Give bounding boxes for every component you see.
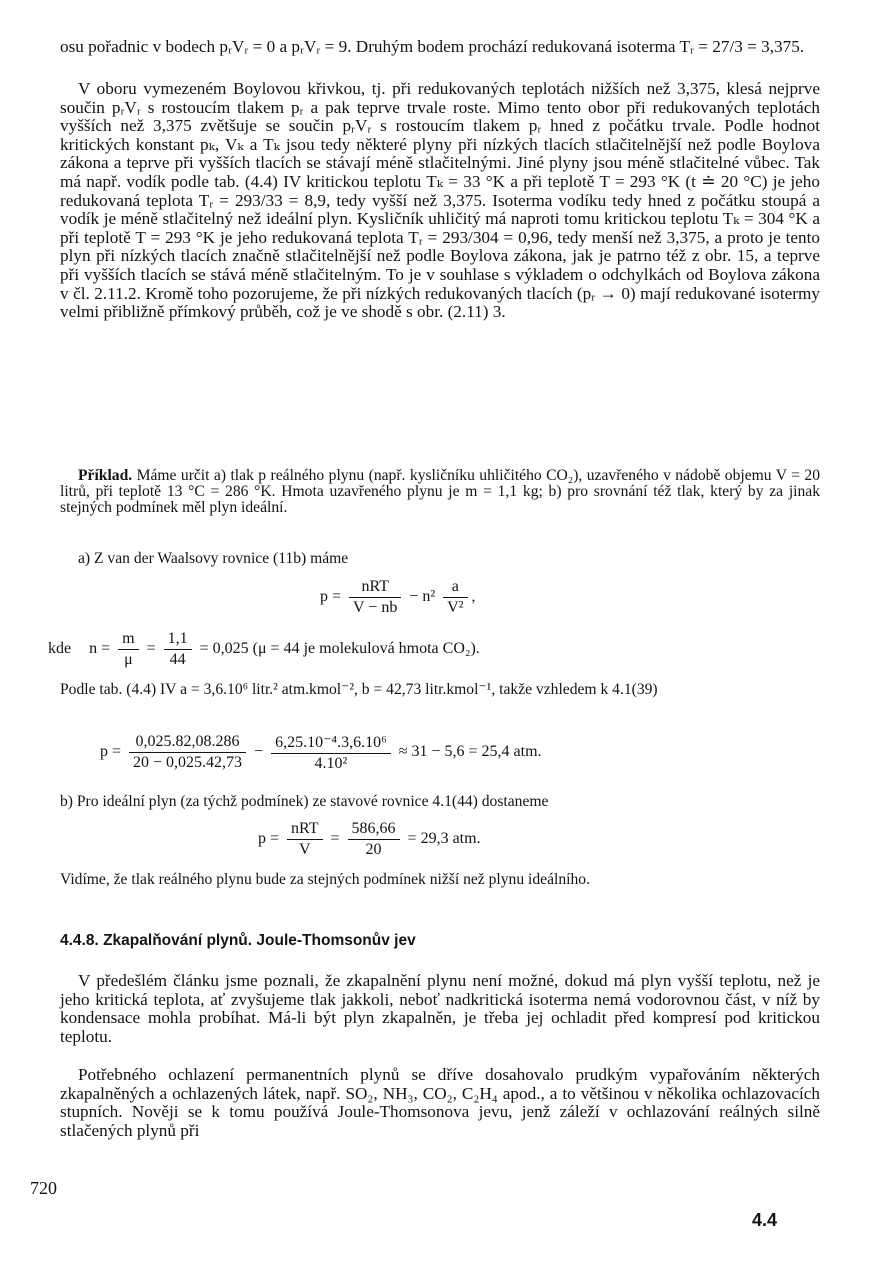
eq4-fraction-2: $\frac{586,66}{20}$ bbox=[348, 820, 400, 859]
boyle-paragraph: V oboru vymezeném Boylovou křivkou, tj. při redukovaných teplotách nižších než 3,375, klesá nejprve součin pᵣVᵣ s rostoucím tlakem pᵣ a pak teprve trvale roste. Mimo tento obor při redukovaných teplotách vyšších než 3,375 zvětšuje se součin pᵣVᵣ s rostoucím tlakem pᵣ hned z počátku trvale. Podle hodnot kritických konstant pₖ, Vₖ a Tₖ jsou tedy některé plyny při nízkých tlacích stlačitelnější než podle Boylova zákona a teprve při vyšších tlacích se stávají méně stlačitelnými. Jiné plyny jsou méně stlačitelné vůbec. Tak má např. vodík podle tab. (4.4) IV kritickou teplotu Tₖ = 33 °K a při teplotě T = 293 °K (t ≐ 20 °C) je jeho redukovaná teplota Tᵣ = 293/33 = 8,9, tedy vyšší než 3,375. Isoterma vodíku tedy hned z počátku stoupá a vodík je méně stlačitelný než ideální plyn. Kysličník uhličitý má naproti tomu kritickou teplotu Tₖ = 304 °K a při teplotě T = 293 °K je jeho redukovaná teplota Tᵣ = 293/304 = 0,96, tedy menší než 3,375, a proto je tento plyn při nízkých tlacích značně stlačitelnější než podle Boylova zákona, jak je patrno též z obr. 15, a teprve při vyšších tlacích se stává méně stlačitelným. To je v souhlase s výkladem o odchylkách od Boylova zákona v čl. 2.11.2. Kromě toho pozorujeme, že při nízkých redukovaných tlacích (pᵣ → 0) mají redukované isotermy velmi přibližně přímkový průběh, což je ve shodě s obr. (2.11) 3. bbox=[60, 79, 820, 322]
eq3-fraction-2: $\frac{\text{6,25.10⁻⁴.3,6.10⁶}}{\text{4.10²}}$ bbox=[271, 732, 391, 773]
eq3-rest: ≈ 31 − 5,6 = 25,4 atm. bbox=[398, 743, 542, 761]
section-paragraph-2: Potřebného ochlazení permanentních plynů se dříve dosahovalo prudkým vypařováním některých zkapalněných a ochlazených látek, např. SO₂, NH₃, CO₂, C₂H₄ apod., a to většinou v několika ochlazovacích stupních. Nověji se k tomu používá Joule-Thomsonova jevu, jenž záleží v ochlazování reálných silně stlačených plynů při bbox=[60, 1065, 820, 1140]
eq2-fraction-1: $\frac{m}{\mu}$ bbox=[118, 630, 138, 669]
example-label: Příklad. bbox=[78, 467, 133, 484]
eq1-fraction-2: $\frac{a}{\text{V²}}$ bbox=[443, 578, 467, 617]
page-number: 720 bbox=[30, 1178, 57, 1198]
equation-real-pressure: p = $\frac{0,025.82,08.286}{20 - 0,025.42,73}$ − $\frac{\text{6,25.10⁻⁴.3,6.10⁶}}{\text{4.10²}}$ ≈ 31 − 5,6 = 25,4 atm. bbox=[100, 733, 542, 772]
eq1-fraction-1: $\frac{\text{nRT}}{V - nb}$ bbox=[349, 578, 401, 617]
eq2-lhs: n = bbox=[89, 640, 111, 658]
eq3-lhs: p = bbox=[100, 743, 122, 761]
eq1-middle: − n² bbox=[409, 588, 436, 606]
conclusion-text: Vidíme, že tlak reálného plynu bude za stejných podmínek nižší než plynu ideálního. bbox=[60, 871, 590, 888]
equation-van-der-waals: p = $\frac{\text{nRT}}{V - nb}$ − n² $\frac{a}{\text{V²}}$ , bbox=[320, 578, 476, 616]
section-number: 4.4 bbox=[751, 1210, 777, 1230]
table-reference-text: Podle tab. (4.4) IV a = 3,6.10⁶ litr.² atm.kmol⁻², b = 42,73 litr.kmol⁻¹, takže vzhledem k 4.1(39) bbox=[60, 681, 658, 698]
part-a-text: a) Z van der Waalsovy rovnice (11b) máme bbox=[78, 550, 349, 567]
eq2-kde: kde bbox=[48, 640, 72, 658]
eq2-rest: = 0,025 (μ = 44 je molekulová hmota CO₂). bbox=[199, 640, 480, 658]
equation-ideal-pressure: p = $\frac{\text{nRT}}{V}$ = $\frac{586,66}{20}$ = 29,3 atm. bbox=[258, 820, 481, 858]
eq2-fraction-2: $\frac{1,1}{44}$ bbox=[164, 630, 192, 669]
eq1-lhs: p = bbox=[320, 588, 342, 606]
example-paragraph bbox=[60, 468, 820, 516]
eq4-fraction-1: $\frac{\text{nRT}}{V}$ bbox=[287, 820, 322, 859]
eq3-fraction-1: $\frac{0,025.82,08.286}{20 - 0,025.42,73}$ bbox=[129, 733, 246, 772]
section-heading: 4.4.8. Zkapalňování plynů. Joule-Thomsonův jev bbox=[60, 932, 416, 949]
equation-moles: kde n = $\frac{m}{\mu}$ = $\frac{1,1}{44}$ = 0,025 (μ = 44 je molekulová hmota CO₂). bbox=[48, 630, 480, 668]
intro-text: osu pořadnic v bodech pᵣVᵣ = 0 a pᵣVᵣ = 9. Druhým bodem prochází redukovaná isoterma Tᵣ = 27/3 = 3,375. bbox=[60, 37, 805, 56]
part-b-text: b) Pro ideální plyn (za týchž podmínek) ze stavové rovnice 4.1(44) dostaneme bbox=[60, 793, 549, 810]
eq4-lhs: p = bbox=[258, 830, 280, 848]
section-paragraph-1: V předešlém článku jsme poznali, že zkapalnění plynu není možné, dokud má plyn vyšší teplotu, než je jeho kritická teplota, ať zvyšujeme tlak jakkoli, neboť nadkritická isoterma nemá vodorovnou část, v níž by kondensace mohla probíhat. Má-li být plyn zkapalněn, je třeba jej ochladit před kompresí pod kritickou teplotu. bbox=[60, 971, 820, 1046]
eq4-rest: = 29,3 atm. bbox=[407, 830, 481, 848]
example-text: Máme určit a) tlak p reálného plynu (např. kysličníku uhličitého CO₂), uzavřeného v nádobě objemu V = 20 litrů, při teplotě 13 °C = 286 °K. Hmota uzavřeného plynu je m = 1,1 kg; b) pro srovnání též tlak, který by za jinak stejných podmínek měl plyn ideální. bbox=[60, 467, 820, 516]
